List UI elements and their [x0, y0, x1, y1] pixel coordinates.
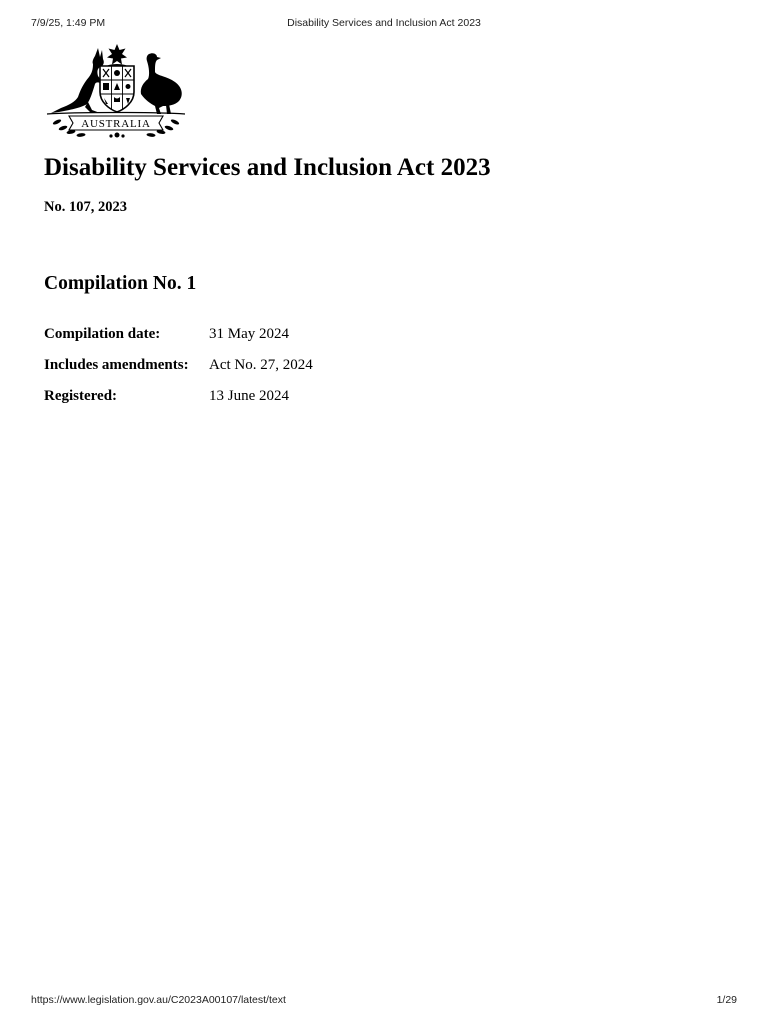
includes-amendments-label: Includes amendments: [44, 357, 189, 373]
crest-motto-text: AUSTRALIA [81, 118, 151, 130]
includes-amendments-value: Act No. 27, 2024 [209, 357, 313, 373]
page-number: 1/29 [716, 994, 737, 1006]
print-header-title: Disability Services and Inclusion Act 2023 [287, 17, 481, 29]
act-number: No. 107, 2023 [44, 199, 127, 215]
australian-coat-of-arms-icon [45, 42, 187, 139]
registered-value: 13 June 2024 [209, 388, 289, 404]
compilation-heading: Compilation No. 1 [44, 273, 197, 294]
compilation-date-label: Compilation date: [44, 326, 161, 342]
compilation-date-value: 31 May 2024 [209, 326, 289, 342]
print-datetime: 7/9/25, 1:49 PM [31, 17, 106, 29]
document-title: Disability Services and Inclusion Act 2023 [44, 154, 491, 181]
registered-label: Registered: [44, 388, 118, 404]
print-footer-url: https://www.legislation.gov.au/C2023A00107/latest/text [31, 994, 286, 1006]
print-header [31, 17, 737, 31]
print-footer [31, 994, 737, 1008]
